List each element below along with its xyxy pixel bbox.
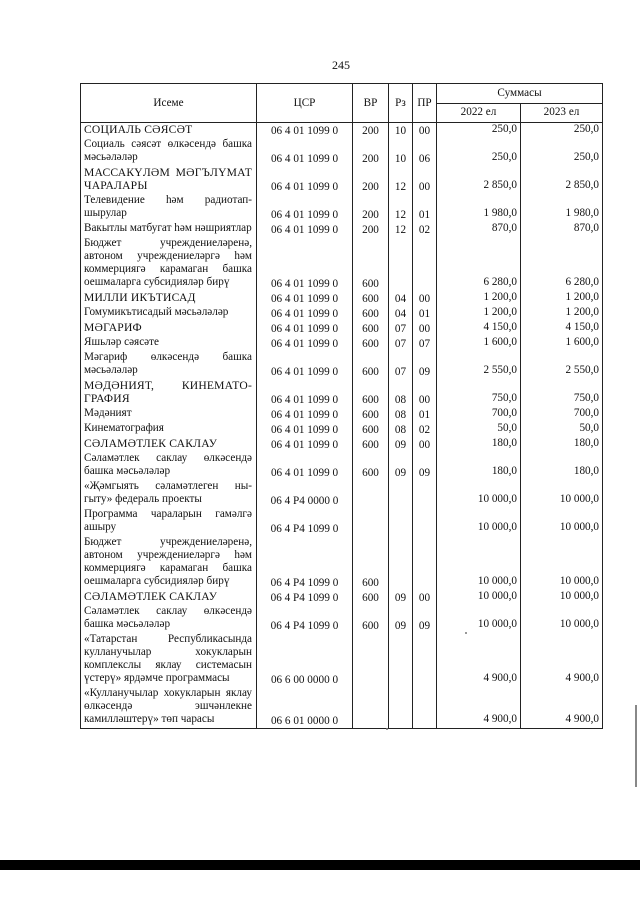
- table-row: [81, 321, 603, 336]
- row-name: СӘЛАМӘТЛЕК САКЛАУ: [81, 590, 257, 605]
- table-row: [81, 336, 603, 351]
- row-name: СОЦИАЛЬ СӘЯСӘТ: [81, 123, 257, 139]
- row-sum-2022: 2 550,0: [437, 351, 521, 379]
- row-sum-2022: 1 980,0: [437, 194, 521, 222]
- row-rz: [389, 687, 413, 729]
- row-rz: 08: [389, 422, 413, 437]
- header-rz: Рз: [389, 84, 413, 123]
- scan-bottom-bar: [0, 860, 640, 870]
- row-name: МАССАКҮЛӘМ МӘГЪЛҮМАТ ЧАРАЛАРЫ: [81, 166, 257, 194]
- row-pr: [413, 508, 437, 536]
- row-name: Программа чараларын гамәлгә ашыру: [81, 508, 257, 536]
- row-vr: 200: [353, 194, 389, 222]
- row-rz: 12: [389, 194, 413, 222]
- row-vr: 200: [353, 138, 389, 166]
- row-vr: 600: [353, 536, 389, 590]
- header-sums: Суммасы: [437, 84, 603, 104]
- row-rz: 10: [389, 138, 413, 166]
- row-rz: 09: [389, 437, 413, 452]
- row-csr: 06 4 P4 1099 0: [257, 508, 353, 536]
- header-pr: ПР: [413, 84, 437, 123]
- row-sum-2022: 180,0: [437, 437, 521, 452]
- row-sum-2023: 4 900,0: [521, 687, 603, 729]
- row-csr: 06 4 01 1099 0: [257, 306, 353, 321]
- row-sum-2023: 1 200,0: [521, 306, 603, 321]
- row-name: МӘДӘНИЯТ, КИНЕМАТО-ГРАФИЯ: [81, 379, 257, 407]
- row-csr: 06 4 01 1099 0: [257, 321, 353, 336]
- row-vr: 600: [353, 291, 389, 306]
- scan-speck: [465, 632, 467, 634]
- row-pr: 00: [413, 590, 437, 605]
- page-number: 245: [332, 58, 350, 72]
- row-pr: 01: [413, 194, 437, 222]
- row-rz: 04: [389, 291, 413, 306]
- row-sum-2022: 1 600,0: [437, 336, 521, 351]
- table-row: [81, 590, 603, 605]
- row-name: Яшьләр сәясәте: [81, 336, 257, 351]
- row-vr: 600: [353, 321, 389, 336]
- row-pr: [413, 237, 437, 291]
- row-sum-2023: 50,0: [521, 422, 603, 437]
- row-vr: 600: [353, 306, 389, 321]
- table-row: [81, 123, 603, 139]
- row-pr: [413, 687, 437, 729]
- row-sum-2023: 870,0: [521, 222, 603, 237]
- row-csr: 06 6 01 0000 0: [257, 687, 353, 729]
- row-pr: 00: [413, 123, 437, 139]
- table-row: [81, 291, 603, 306]
- row-csr: 06 4 01 1099 0: [257, 138, 353, 166]
- row-pr: 09: [413, 351, 437, 379]
- row-rz: 07: [389, 321, 413, 336]
- row-sum-2023: 1 200,0: [521, 291, 603, 306]
- table-row: [81, 351, 603, 379]
- row-csr: 06 4 01 1099 0: [257, 351, 353, 379]
- row-csr: 06 4 01 1099 0: [257, 222, 353, 237]
- budget-table: [80, 83, 603, 729]
- row-pr: 01: [413, 306, 437, 321]
- row-pr: 00: [413, 321, 437, 336]
- table-row: [81, 222, 603, 237]
- row-rz: 08: [389, 379, 413, 407]
- row-sum-2023: 750,0: [521, 379, 603, 407]
- row-sum-2022: 1 200,0: [437, 291, 521, 306]
- row-pr: 00: [413, 291, 437, 306]
- row-csr: 06 4 01 1099 0: [257, 237, 353, 291]
- row-name: «Татарстан Республикасында кулланучылар хокукларын комплекслы яклау системасын үстерү» ярдәмче программасы: [81, 633, 257, 687]
- row-name: Социаль сәясәт өлкәсендә башка мәсьәләләр: [81, 138, 257, 166]
- table-row: [81, 194, 603, 222]
- row-pr: 00: [413, 166, 437, 194]
- table-row: [81, 422, 603, 437]
- row-rz: [389, 237, 413, 291]
- row-sum-2022: 4 900,0: [437, 633, 521, 687]
- table-row: [81, 437, 603, 452]
- table-row: [81, 452, 603, 480]
- row-name: МӘГАРИФ: [81, 321, 257, 336]
- row-rz: 08: [389, 407, 413, 422]
- row-sum-2022: 10 000,0: [437, 536, 521, 590]
- row-sum-2022: 250,0: [437, 123, 521, 139]
- row-vr: 600: [353, 237, 389, 291]
- row-sum-2022: 4 900,0: [437, 687, 521, 729]
- row-pr: [413, 480, 437, 508]
- row-name: «Җәмгыять сәламәтлеген ны-гыту» федераль проекты: [81, 480, 257, 508]
- table-row: [81, 536, 603, 590]
- row-csr: 06 4 P4 1099 0: [257, 536, 353, 590]
- row-rz: [389, 633, 413, 687]
- row-name: Бюджет учреждениеләренә, автоном учреждениеләргә һәм коммерциягә карамаган башка оешмаларга субсидияләр бирү: [81, 536, 257, 590]
- row-sum-2023: 700,0: [521, 407, 603, 422]
- row-pr: 09: [413, 452, 437, 480]
- row-pr: [413, 536, 437, 590]
- row-csr: 06 4 P4 0000 0: [257, 480, 353, 508]
- row-name: Телевидение һәм радиотап-шырулар: [81, 194, 257, 222]
- row-csr: 06 6 00 0000 0: [257, 633, 353, 687]
- row-sum-2023: 180,0: [521, 452, 603, 480]
- row-sum-2022: 50,0: [437, 422, 521, 437]
- row-csr: 06 4 01 1099 0: [257, 123, 353, 139]
- row-name: Мәгариф өлкәсендә башка мәсьәләләр: [81, 351, 257, 379]
- row-vr: 600: [353, 379, 389, 407]
- table-row: [81, 508, 603, 536]
- table-row: [81, 633, 603, 687]
- row-vr: 200: [353, 222, 389, 237]
- row-rz: 09: [389, 452, 413, 480]
- row-sum-2022: 4 150,0: [437, 321, 521, 336]
- table-row: [81, 138, 603, 166]
- row-sum-2022: 6 280,0: [437, 237, 521, 291]
- row-name: Вакытлы матбугат һәм нәшриятлар: [81, 222, 257, 237]
- row-pr: 00: [413, 437, 437, 452]
- row-sum-2023: 10 000,0: [521, 480, 603, 508]
- row-rz: 07: [389, 336, 413, 351]
- row-sum-2023: 10 000,0: [521, 508, 603, 536]
- row-csr: 06 4 01 1099 0: [257, 166, 353, 194]
- row-rz: 12: [389, 166, 413, 194]
- table-row: [81, 480, 603, 508]
- row-sum-2022: 750,0: [437, 379, 521, 407]
- row-sum-2023: 6 280,0: [521, 237, 603, 291]
- row-sum-2022: 10 000,0: [437, 605, 521, 633]
- row-sum-2022: 870,0: [437, 222, 521, 237]
- table-row: [81, 687, 603, 729]
- row-vr: 600: [353, 336, 389, 351]
- row-vr: [353, 508, 389, 536]
- table-row: [81, 605, 603, 633]
- row-csr: 06 4 01 1099 0: [257, 194, 353, 222]
- row-csr: 06 4 P4 1099 0: [257, 605, 353, 633]
- row-pr: 02: [413, 422, 437, 437]
- row-pr: 09: [413, 605, 437, 633]
- row-sum-2022: 2 850,0: [437, 166, 521, 194]
- row-vr: 600: [353, 422, 389, 437]
- row-sum-2023: 250,0: [521, 138, 603, 166]
- row-sum-2023: 10 000,0: [521, 536, 603, 590]
- row-csr: 06 4 P4 1099 0: [257, 590, 353, 605]
- row-vr: 200: [353, 166, 389, 194]
- row-name: Бюджет учреждениеләренә, автоном учреждениеләргә һәм коммерциягә карамаган башка оешмаларга субсидияләр бирү: [81, 237, 257, 291]
- row-vr: [353, 480, 389, 508]
- row-sum-2023: 180,0: [521, 437, 603, 452]
- row-pr: 01: [413, 407, 437, 422]
- row-vr: 600: [353, 351, 389, 379]
- row-sum-2023: 10 000,0: [521, 590, 603, 605]
- row-name: СӘЛАМӘТЛЕК САКЛАУ: [81, 437, 257, 452]
- row-sum-2023: 250,0: [521, 123, 603, 139]
- row-rz: 09: [389, 590, 413, 605]
- row-vr: 600: [353, 407, 389, 422]
- table-header: [81, 84, 603, 123]
- row-name: МИЛЛИ ИКЪТИСАД: [81, 291, 257, 306]
- row-rz: [389, 536, 413, 590]
- table-row: [81, 379, 603, 407]
- row-vr: 600: [353, 590, 389, 605]
- row-name: Сәламәтлек саклау өлкәсендә башка мәсьәләләр: [81, 605, 257, 633]
- row-name: Мәдәният: [81, 407, 257, 422]
- row-name: Кинематография: [81, 422, 257, 437]
- row-csr: 06 4 01 1099 0: [257, 437, 353, 452]
- row-pr: [413, 633, 437, 687]
- row-sum-2022: 10 000,0: [437, 590, 521, 605]
- table-row: [81, 306, 603, 321]
- row-vr: 600: [353, 452, 389, 480]
- row-csr: 06 4 01 1099 0: [257, 422, 353, 437]
- row-sum-2023: 1 980,0: [521, 194, 603, 222]
- scan-speck: [386, 728, 388, 730]
- row-sum-2023: 4 900,0: [521, 633, 603, 687]
- row-pr: 07: [413, 336, 437, 351]
- row-csr: 06 4 01 1099 0: [257, 407, 353, 422]
- table-row: [81, 407, 603, 422]
- row-sum-2023: 1 600,0: [521, 336, 603, 351]
- row-csr: 06 4 01 1099 0: [257, 291, 353, 306]
- row-sum-2022: 250,0: [437, 138, 521, 166]
- row-sum-2023: 2 550,0: [521, 351, 603, 379]
- row-name: Сәламәтлек саклау өлкәсендә башка мәсьәләләр: [81, 452, 257, 480]
- row-name: Гомумикътисадый мәсьәләләр: [81, 306, 257, 321]
- row-rz: 04: [389, 306, 413, 321]
- row-sum-2023: 4 150,0: [521, 321, 603, 336]
- row-sum-2022: 180,0: [437, 452, 521, 480]
- row-vr: 600: [353, 437, 389, 452]
- row-pr: 00: [413, 379, 437, 407]
- row-vr: [353, 633, 389, 687]
- row-rz: [389, 508, 413, 536]
- row-rz: 09: [389, 605, 413, 633]
- row-rz: 07: [389, 351, 413, 379]
- row-sum-2022: 1 200,0: [437, 306, 521, 321]
- row-rz: 10: [389, 123, 413, 139]
- table-body: [81, 123, 603, 729]
- row-vr: 200: [353, 123, 389, 139]
- row-pr: 02: [413, 222, 437, 237]
- row-rz: [389, 480, 413, 508]
- header-name: Исеме: [81, 84, 257, 123]
- row-csr: 06 4 01 1099 0: [257, 336, 353, 351]
- row-sum-2022: 700,0: [437, 407, 521, 422]
- row-rz: 12: [389, 222, 413, 237]
- header-year-2023: 2023 ел: [521, 103, 603, 123]
- row-sum-2023: 2 850,0: [521, 166, 603, 194]
- header-year-2022: 2022 ел: [437, 103, 521, 123]
- scan-edge-mark: [635, 705, 637, 787]
- header-vr: ВР: [353, 84, 389, 123]
- table-row: [81, 166, 603, 194]
- table-row: [81, 237, 603, 291]
- row-vr: [353, 687, 389, 729]
- row-sum-2022: 10 000,0: [437, 480, 521, 508]
- row-vr: 600: [353, 605, 389, 633]
- row-pr: 06: [413, 138, 437, 166]
- row-csr: 06 4 01 1099 0: [257, 452, 353, 480]
- row-csr: 06 4 01 1099 0: [257, 379, 353, 407]
- row-sum-2023: 10 000,0: [521, 605, 603, 633]
- row-sum-2022: 10 000,0: [437, 508, 521, 536]
- header-csr: ЦСР: [257, 84, 353, 123]
- row-name: «Кулланучылар хокукларын яклау өлкәсендә эшчәнлекне камилләштерү» төп чарасы: [81, 687, 257, 729]
